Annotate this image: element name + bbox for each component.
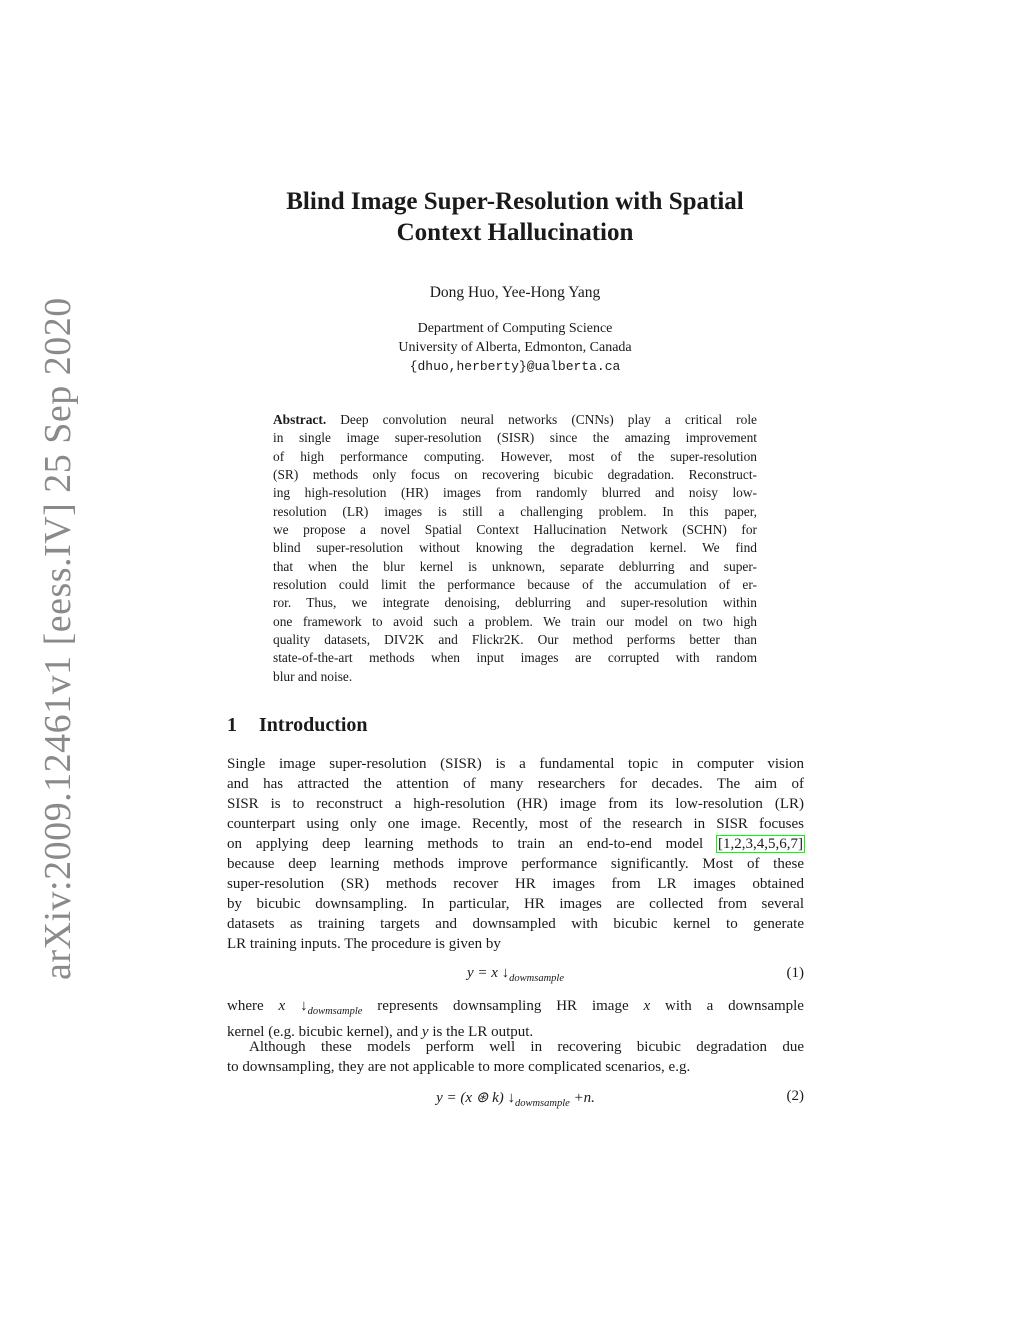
citation-link[interactable]: [1,2,3,4,5,6,7]: [718, 836, 803, 852]
paragraph-line: where x $↓_{dowmsample}$ represents downsampling HR image x with a downsample: [227, 998, 804, 1017]
intro-paragraph-2: [227, 1037, 804, 1077]
paragraph-line: LR training inputs. The procedure is given by: [227, 936, 501, 952]
equation-2-formula: y = (x ⊛ k) $↓_{dowmsample} +n$.: [436, 1090, 595, 1109]
abstract-line: blur and noise.: [273, 668, 353, 684]
abstract-line: in single image super-resolution (SISR) since the amazing improvement: [273, 430, 757, 446]
paragraph-line: because deep learning methods improve performance significantly. Most of these: [227, 856, 804, 872]
authors: Dong Huo, Yee-Hong Yang: [429, 284, 601, 301]
intro-paragraph-1: [227, 754, 804, 954]
paper-title: [180, 186, 850, 248]
abstract: [273, 411, 757, 686]
abstract-line: state-of-the-art methods when input images are corrupted with random: [273, 650, 757, 666]
affiliation: [180, 319, 850, 376]
abstract-line: of high performance computing. However, most of the super-resolution: [273, 448, 757, 464]
paragraph-line: super-resolution (SR) methods recover HR images from LR images obtained: [227, 876, 804, 892]
section-number: 1: [227, 714, 237, 736]
equation-1-formula: y = x $↓_{dowmsample}$: [466, 965, 565, 984]
abstract-line: ror. Thus, we integrate denoising, deblurring and super-resolution within: [273, 595, 757, 611]
section-heading: [227, 714, 368, 737]
paragraph-line: datasets as training targets and downsampled with bicubic kernel to generate: [227, 916, 804, 932]
paragraph-line: counterpart using only one image. Recently, most of the research in SISR focuses: [227, 816, 804, 832]
abstract-line: one framework to avoid such a problem. We train our model on two high: [273, 613, 757, 629]
title-line-1: Blind Image Super-Resolution with Spatial: [286, 188, 744, 215]
section-title: Introduction: [259, 714, 368, 736]
paragraph-line: by bicubic downsampling. In particular, HR images are collected from several: [227, 896, 804, 912]
abstract-line: Abstract. Deep convolution neural networks (CNNs) play a critical role: [273, 412, 757, 427]
equation-2: [227, 1088, 804, 1110]
email: {dhuo,herberty}@ualberta.ca: [409, 359, 621, 374]
abstract-line: we propose a novel Spatial Context Hallucination Network (SCHN) for: [273, 522, 757, 538]
arxiv-identifier: arXiv:2009.12461v1 [eess.IV] 25 Sep 2020: [37, 297, 79, 980]
equation-1-number: (1): [786, 965, 804, 981]
abstract-line: (SR) methods only focus on recovering bicubic degradation. Reconstruct-: [273, 467, 757, 483]
abstract-label: Abstract.: [273, 412, 327, 427]
title-line-2: Context Hallucination: [396, 219, 634, 246]
paragraph-line: SISR is to reconstruct a high-resolution (HR) image from its low-resolution (LR): [227, 796, 804, 812]
equation-1: [227, 965, 804, 987]
paragraph-line: on applying deep learning methods to train an end-to-end model [1,2,3,4,5,6,7]: [227, 836, 803, 852]
paragraph-line: Single image super-resolution (SISR) is a fundamental topic in computer vision: [227, 756, 804, 772]
equation-2-number: (2): [786, 1088, 804, 1104]
department: Department of Computing Science: [417, 321, 613, 336]
abstract-line: resolution (LR) images is still a challenging problem. In this paper,: [273, 503, 757, 519]
paragraph-line: and has attracted the attention of many researchers for decades. The aim of: [227, 776, 804, 792]
university: University of Alberta, Edmonton, Canada: [398, 340, 632, 355]
abstract-line: resolution could limit the performance because of the accumulation of er-: [273, 577, 757, 593]
abstract-line: ing high-resolution (HR) images from randomly blurred and noisy low-: [273, 485, 757, 501]
where-paragraph: [227, 996, 804, 1042]
abstract-line: blind super-resolution without knowing the degradation kernel. We find: [273, 540, 757, 556]
abstract-line: quality datasets, DIV2K and Flickr2K. Our method performs better than: [273, 632, 757, 648]
paragraph-line: Although these models perform well in recovering bicubic degradation due: [249, 1039, 804, 1055]
paragraph-line: to downsampling, they are not applicable to more complicated scenarios, e.g.: [227, 1059, 691, 1075]
paragraph-line: kernel (e.g. bicubic kernel), and y is the LR output.: [227, 1024, 534, 1040]
abstract-line: that when the blur kernel is unknown, separate deblurring and super-: [273, 558, 757, 574]
